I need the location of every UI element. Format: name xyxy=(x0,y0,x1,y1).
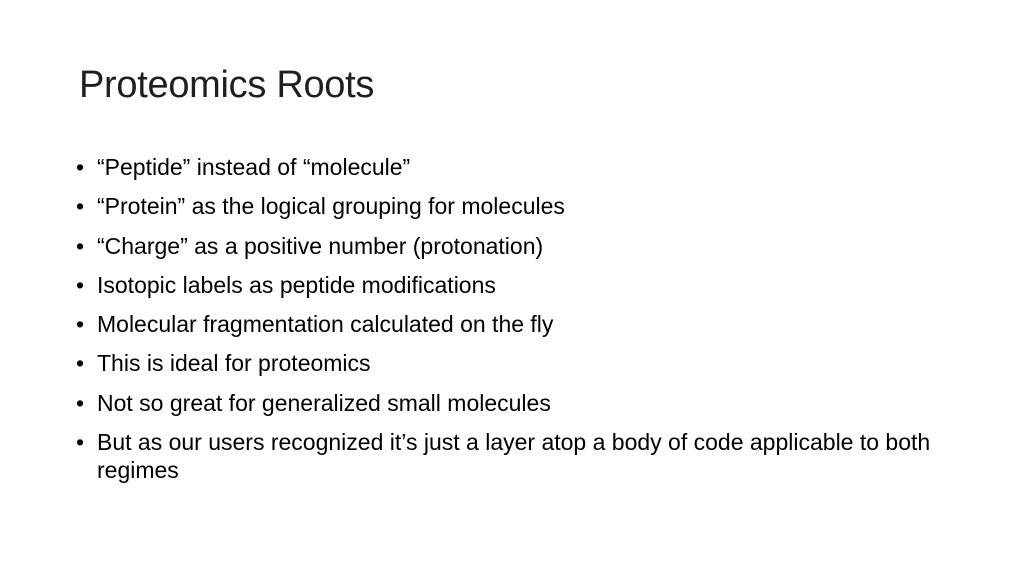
bullet-item xyxy=(76,349,956,377)
bullet-icon: • xyxy=(76,429,85,456)
bullet-item xyxy=(76,232,956,260)
slide-title: Proteomics Roots xyxy=(79,64,375,106)
bullet-item xyxy=(76,271,956,299)
bullet-text: Not so great for generalized small molecules xyxy=(97,389,551,416)
bullet-text: This is ideal for proteomics xyxy=(97,350,371,377)
bullet-icon: • xyxy=(76,232,85,259)
bullet-icon: • xyxy=(76,193,85,220)
bullet-item xyxy=(76,428,956,484)
bullet-list xyxy=(76,153,956,495)
bullet-icon: • xyxy=(76,271,85,298)
bullet-text: But as our users recognized it’s just a layer atop a body of code applicable to both regimes xyxy=(97,429,931,484)
bullet-icon: • xyxy=(76,389,85,416)
bullet-text: Isotopic labels as peptide modifications xyxy=(97,271,496,298)
bullet-icon: • xyxy=(76,311,85,338)
bullet-text: “Protein” as the logical grouping for molecules xyxy=(97,193,565,220)
bullet-item xyxy=(76,389,956,417)
bullet-item xyxy=(76,192,956,220)
bullet-icon: • xyxy=(76,154,85,180)
bullet-icon: • xyxy=(76,350,85,377)
bullet-text: “Peptide” instead of “molecule” xyxy=(97,154,411,180)
bullet-text: Molecular fragmentation calculated on the fly xyxy=(97,311,554,338)
bullet-item xyxy=(76,153,956,181)
bullet-text: “Charge” as a positive number (protonation) xyxy=(97,232,544,259)
bullet-item xyxy=(76,310,956,338)
